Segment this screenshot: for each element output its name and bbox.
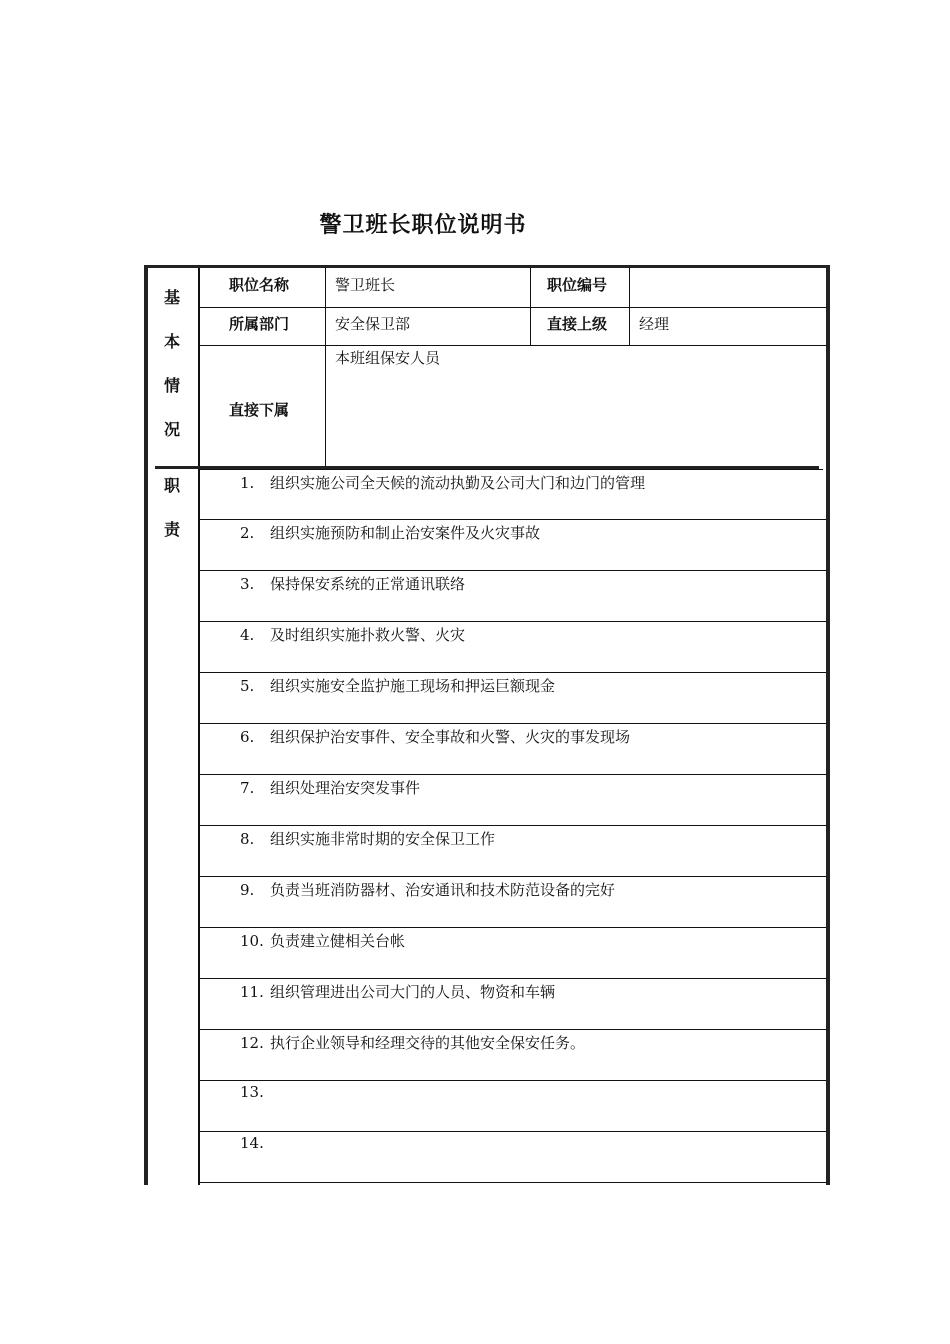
duty-row-divider bbox=[200, 876, 826, 877]
duty-text: 组织管理进出公司大门的人员、物资和车辆 bbox=[270, 983, 556, 1001]
duty-row-divider bbox=[200, 723, 826, 724]
label-column-divider bbox=[198, 268, 200, 1185]
duty-row-divider bbox=[200, 570, 826, 571]
duty-row-divider bbox=[200, 621, 826, 622]
duty-item bbox=[240, 472, 645, 493]
duty-number: 11. bbox=[240, 983, 264, 1001]
job-description-table bbox=[144, 265, 830, 1185]
table-top-border bbox=[144, 265, 830, 268]
duty-text: 组织实施安全监护施工现场和押运巨额现金 bbox=[270, 677, 556, 695]
duty-text: 负责当班消防器材、治安通讯和技术防范设备的完好 bbox=[270, 881, 616, 899]
duty-number: 6. bbox=[240, 728, 255, 746]
department-label: 所属部门 bbox=[229, 315, 290, 333]
section-divider-inner bbox=[199, 469, 823, 470]
duty-item bbox=[240, 522, 540, 543]
duty-text: 组织实施公司全天候的流动执勤及公司大门和边门的管理 bbox=[270, 474, 646, 492]
duty-item bbox=[240, 879, 615, 900]
basic-section-char: 本 bbox=[163, 332, 180, 351]
duty-number: 10. bbox=[240, 932, 264, 950]
duty-text: 组织保护治安事件、安全事故和火警、火灾的事发现场 bbox=[270, 728, 631, 746]
duty-row-divider bbox=[200, 1029, 826, 1030]
duty-row-divider bbox=[200, 1182, 826, 1183]
duty-row-divider bbox=[200, 774, 826, 775]
info-col1-divider bbox=[325, 268, 326, 466]
duties-section-char: 职 bbox=[163, 476, 180, 495]
position-code-label: 职位编号 bbox=[547, 276, 608, 294]
duty-number: 9. bbox=[240, 881, 255, 899]
duty-number: 7. bbox=[240, 779, 255, 797]
duty-row-divider bbox=[200, 672, 826, 673]
duty-item bbox=[240, 1083, 270, 1101]
info-col2-divider bbox=[530, 268, 531, 345]
subordinates-label: 直接下属 bbox=[229, 401, 290, 419]
duty-number: 4. bbox=[240, 626, 255, 644]
duty-item bbox=[240, 675, 555, 696]
info-col3-divider bbox=[629, 268, 630, 345]
table-right-border bbox=[826, 265, 830, 1185]
duty-number: 5. bbox=[240, 677, 255, 695]
duty-text: 负责建立健相关台帐 bbox=[270, 932, 406, 950]
duty-number: 14. bbox=[240, 1134, 264, 1152]
duty-item bbox=[240, 930, 405, 951]
duty-text: 组织实施非常时期的安全保卫工作 bbox=[270, 830, 496, 848]
duty-text: 执行企业领导和经理交待的其他安全保安任务。 bbox=[270, 1034, 586, 1052]
position-name-value: 警卫班长 bbox=[335, 276, 396, 294]
document-title: 警卫班长职位说明书 bbox=[319, 213, 527, 238]
duty-number: 8. bbox=[240, 830, 255, 848]
duty-text: 组织处理治安突发事件 bbox=[270, 779, 421, 797]
basic-section-char: 基 bbox=[163, 288, 180, 307]
table-left-border bbox=[144, 265, 148, 1185]
basic-section-char: 情 bbox=[163, 376, 180, 395]
duty-row-divider bbox=[200, 1080, 826, 1081]
duty-number: 13. bbox=[240, 1083, 264, 1101]
basic-section-char: 况 bbox=[163, 420, 180, 439]
duty-text: 组织实施预防和制止治安案件及火灾事故 bbox=[270, 524, 541, 542]
info-row1-bottom bbox=[200, 307, 826, 308]
duty-item bbox=[240, 726, 630, 747]
duty-row-divider bbox=[200, 825, 826, 826]
duty-item bbox=[240, 981, 555, 1002]
duty-row-divider bbox=[200, 519, 826, 520]
duty-item bbox=[240, 624, 465, 645]
supervisor-value: 经理 bbox=[639, 315, 670, 333]
duty-number: 1. bbox=[240, 474, 255, 492]
duty-text: 保持保安系统的正常通讯联络 bbox=[270, 575, 466, 593]
info-row2-bottom bbox=[200, 345, 826, 346]
duty-item bbox=[240, 573, 465, 594]
duty-row-divider bbox=[200, 978, 826, 979]
duty-number: 2. bbox=[240, 524, 255, 542]
duty-number: 12. bbox=[240, 1034, 264, 1052]
duty-item bbox=[240, 828, 495, 849]
supervisor-label: 直接上级 bbox=[547, 315, 608, 333]
duty-item bbox=[240, 1032, 585, 1053]
duty-item bbox=[240, 777, 420, 798]
duty-text: 及时组织实施扑救火警、火灾 bbox=[270, 626, 466, 644]
duty-number: 3. bbox=[240, 575, 255, 593]
duties-section-char: 责 bbox=[163, 520, 180, 539]
duty-row-divider bbox=[200, 1131, 826, 1132]
department-value: 安全保卫部 bbox=[335, 315, 411, 333]
duty-row-divider bbox=[200, 927, 826, 928]
subordinates-value: 本班组保安人员 bbox=[335, 349, 441, 367]
position-name-label: 职位名称 bbox=[229, 276, 290, 294]
duty-item bbox=[240, 1134, 270, 1152]
